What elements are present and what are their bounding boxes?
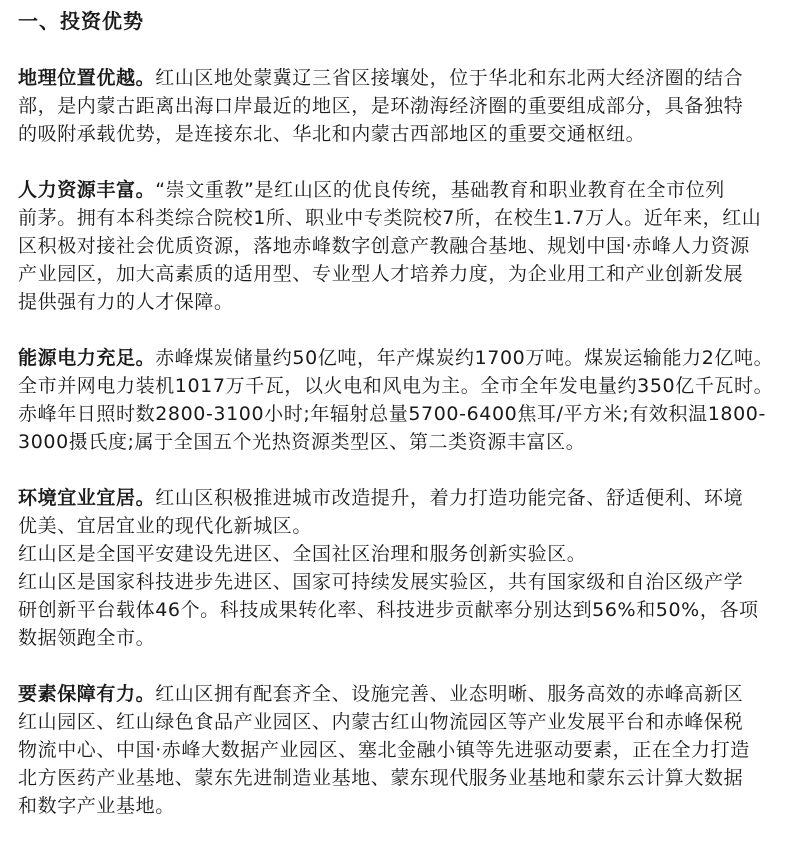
paragraph-line: 前茅。拥有本科类综合院校1所、职业中专类院校7所，在校生1.7万人。近年来，红山 [18, 207, 762, 229]
paragraph-line: 和数字产业基地。 [18, 795, 175, 817]
paragraph-line: 优美、宜居宜业的现代化新城区。 [18, 515, 313, 537]
paragraph-line: 部，是内蒙古距离出海口岸最近的地区，是环渤海经济圈的重要组成部分，具备独特 [18, 95, 744, 117]
paragraph-lead: 地理位置优越。 [18, 67, 156, 89]
paragraph-line: 地理位置优越。红山区地处蒙冀辽三省区接壤处，位于华北和东北两大经济圈的结合 [18, 67, 744, 89]
paragraph-human-resources [18, 176, 782, 316]
paragraph-line: 全市并网电力装机1017万千瓦，以火电和风电为主。全市全年发电量约350亿千瓦时。 [18, 375, 774, 397]
paragraph-line: 红山区是国家科技进步先进区、国家可持续发展实验区，共有国家级和自治区级产学 [18, 571, 744, 593]
paragraph-lead: 能源电力充足。 [18, 347, 156, 369]
paragraph-line: 的吸附承载优势，是连接东北、华北和内蒙古西部地区的重要交通枢纽。 [18, 123, 646, 145]
paragraph-line: 要素保障有力。红山区拥有配套齐全、设施完善、业态明晰、服务高效的赤峰高新区 [18, 683, 744, 705]
paragraph-lead: 环境宜业宜居。 [18, 487, 156, 509]
paragraph-line: 提供强有力的人才保障。 [18, 291, 234, 313]
paragraph-line: 3000摄氏度;属于全国五个光热资源类型区、第二类资源丰富区。 [18, 431, 586, 453]
paragraph-lead: 要素保障有力。 [18, 683, 156, 705]
paragraph-location [18, 64, 782, 148]
paragraph-environment [18, 484, 782, 652]
paragraph-line: 赤峰年日照时数2800-3100小时;年辐射总量5700-6400焦耳/平方米;有效积温1800- [18, 403, 766, 425]
paragraph-line: 物流中心、中国·赤峰大数据产业园区、塞北金融小镇等先进驱动要素，正在全力打造 [18, 739, 750, 761]
paragraph-lead: 人力资源丰富。 [18, 179, 156, 201]
paragraph-line: 红山园区、红山绿色食品产业园区、内蒙古红山物流园区等产业发展平台和赤峰保税 [18, 711, 744, 733]
paragraph-line: 红山区是全国平安建设先进区、全国社区治理和服务创新实验区。 [18, 543, 587, 565]
paragraph-line: 产业园区，加大高素质的适用型、专业型人才培养力度，为企业用工和产业创新发展 [18, 263, 744, 285]
paragraph-line: 研创新平台载体46个。科技成果转化率、科技进步贡献率分别达到56%和50%，各项 [18, 599, 759, 621]
paragraph-factors [18, 680, 782, 820]
paragraph-line: 人力资源丰富。“崇文重教”是红山区的优良传统，基础教育和职业教育在全市位列 [18, 179, 725, 201]
paragraph-line: 区积极对接社会优质资源，落地赤峰数字创意产教融合基地、规划中国·赤峰人力资源 [18, 235, 750, 257]
paragraph-line: 数据领跑全市。 [18, 627, 156, 649]
paragraph-line: 能源电力充足。赤峰煤炭储量约50亿吨，年产煤炭约1700万吨。煤炭运输能力2亿吨。 [18, 347, 774, 369]
paragraph-energy [18, 344, 782, 456]
paragraph-line: 北方医药产业基地、蒙东先进制造业基地、蒙东现代服务业基地和蒙东云计算大数据 [18, 767, 744, 789]
paragraph-line: 环境宜业宜居。红山区积极推进城市改造提升，着力打造功能完备、舒适便利、环境 [18, 487, 744, 509]
section-heading: 一、投资优势 [18, 9, 144, 33]
